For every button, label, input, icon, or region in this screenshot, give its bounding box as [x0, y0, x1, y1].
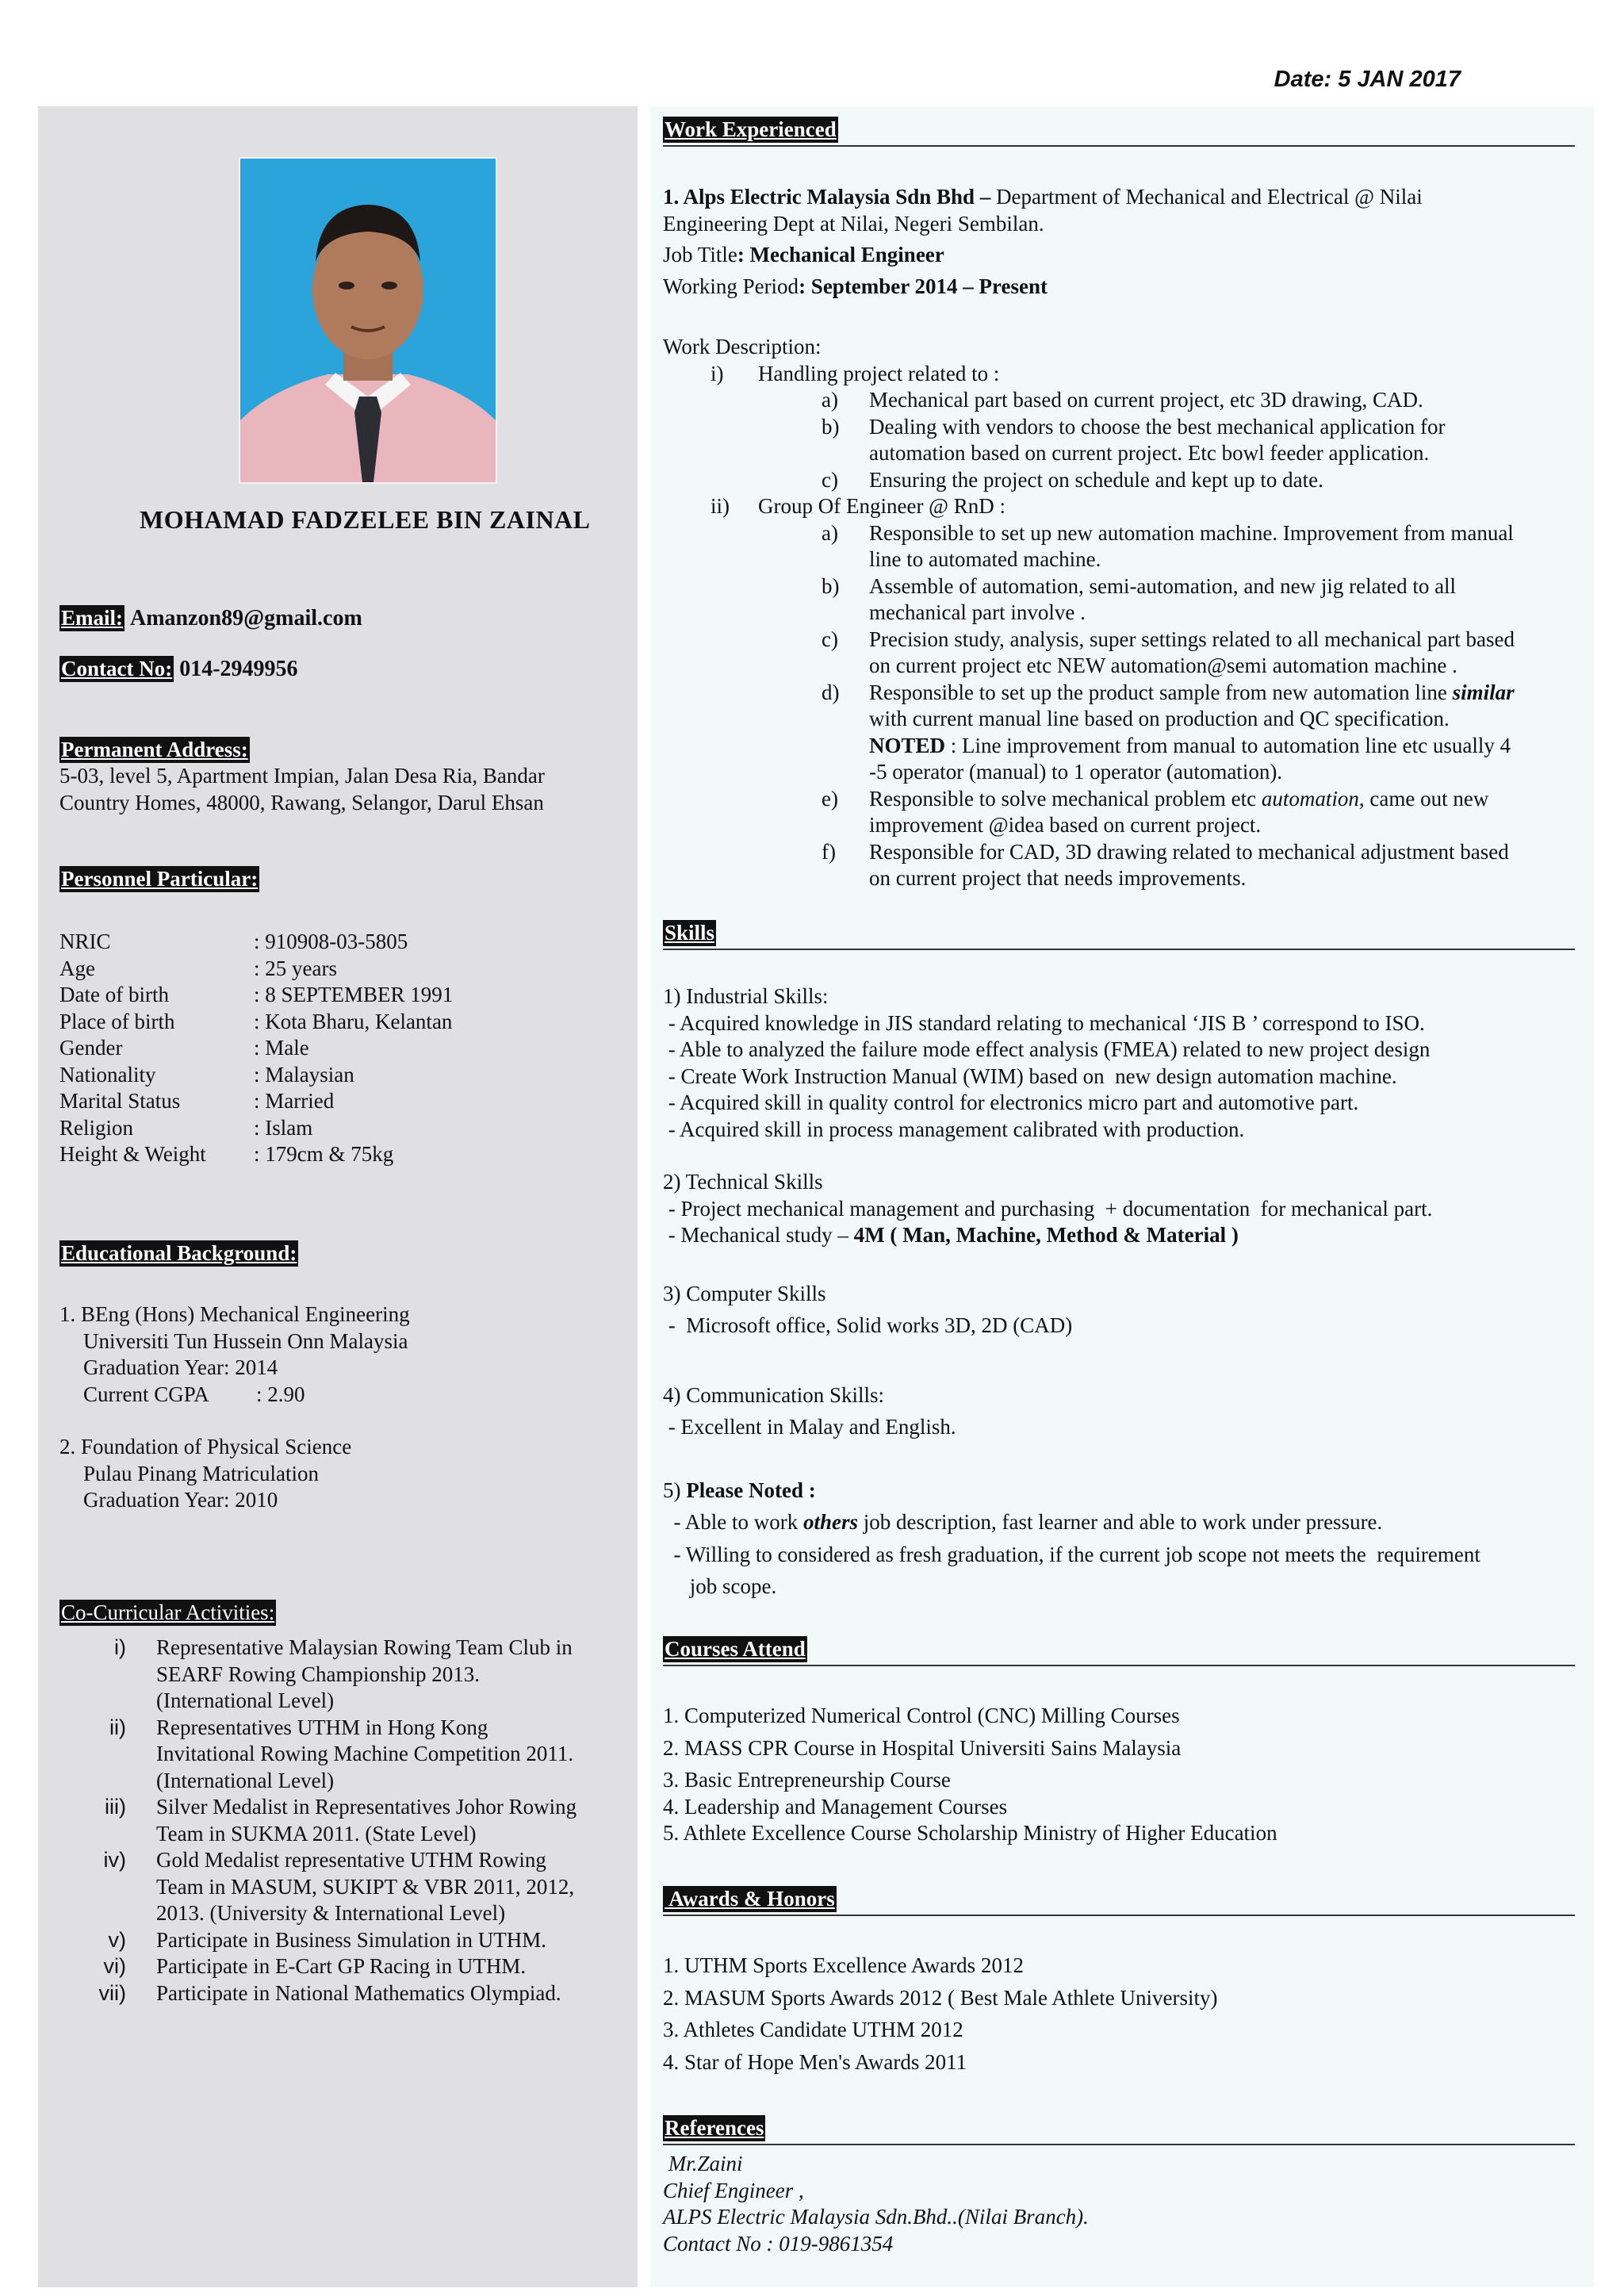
- education-line: Universiti Tun Hussein Onn Malaysia: [83, 1328, 408, 1353]
- references-section: [663, 2115, 765, 2141]
- skill-item: - Acquired skill in quality control for electronics micro part and automotive part.: [663, 1091, 1359, 1114]
- personal-row: [59, 1009, 453, 1036]
- personal-section: [59, 866, 259, 892]
- personal-value: : Married: [254, 1089, 335, 1113]
- references-block: [663, 2151, 1583, 2257]
- item-key: c): [822, 627, 838, 651]
- personal-value: : Kota Bharu, Kelantan: [254, 1009, 453, 1033]
- personal-row: [59, 929, 453, 956]
- item-number: iv): [103, 1848, 126, 1872]
- skill-heading: 5): [663, 1478, 687, 1502]
- email-label: Email:: [61, 606, 123, 630]
- skill-item: - Project mechanical management and purchasing + documentation for mechanical part.: [663, 1196, 1433, 1221]
- awards-section: [663, 1886, 837, 1912]
- item-number: ii): [710, 494, 730, 518]
- item-line: line to automated machine.: [869, 547, 1101, 571]
- skill-heading: 4) Communication Skills:: [663, 1382, 885, 1407]
- education-list: [59, 1301, 410, 1514]
- personal-label: Place of birth: [59, 1009, 175, 1033]
- skill-item: - Microsoft office, Solid works 3D, 2D (CAD): [663, 1313, 1073, 1337]
- item-key: c): [822, 467, 838, 492]
- phone-row: [59, 656, 298, 683]
- education-line: Graduation Year: 2010: [83, 1488, 278, 1512]
- skills-section: [663, 920, 716, 946]
- skill-emphasis: 4M ( Man, Machine, Method & Material ): [853, 1223, 1239, 1247]
- item-line: Precision study, analysis, super settings related to all mechanical part based: [869, 627, 1515, 651]
- course-item: 1. Computerized Numerical Control (CNC) Milling Courses: [663, 1704, 1180, 1727]
- item-line: improvement @idea based on current project.: [869, 813, 1262, 837]
- personal-value: : 25 years: [254, 956, 337, 980]
- item-line: Team in MASUM, SUKIPT & VBR 2011, 2012,: [156, 1874, 575, 1899]
- reference-title: Chief Engineer ,: [663, 2178, 804, 2202]
- address-line-2: Country Homes, 48000, Rawang, Selangor, Darul Ehsan: [59, 790, 544, 815]
- education-header: Educational Background:: [61, 1241, 297, 1265]
- portrait-photo-icon: [240, 159, 496, 482]
- job-title-label: Job Title: [663, 243, 737, 266]
- period-value: : September 2014 – Present: [799, 274, 1048, 298]
- cgpa-value: : 2.90: [256, 1382, 305, 1406]
- awards-header: Awards & Honors: [665, 1887, 835, 1911]
- personal-row: [59, 1115, 453, 1142]
- item-text: Group Of Engineer @ RnD :: [758, 494, 1006, 518]
- section-divider: [663, 1915, 1575, 1916]
- work-company: [663, 184, 1583, 300]
- awards-list: [663, 1953, 1583, 2076]
- item-key: f): [822, 839, 836, 864]
- skill-heading: 3) Computer Skills: [663, 1281, 826, 1305]
- list-item: [59, 1953, 622, 1980]
- item-line: Dealing with vendors to choose the best mechanical application for: [869, 414, 1446, 439]
- courses-header: Courses Attend: [665, 1637, 806, 1661]
- list-item: [59, 1847, 622, 1927]
- item-line: Participate in National Mathematics Olympiad.: [156, 1980, 561, 2005]
- list-item: [59, 1927, 622, 1954]
- item-key: b): [822, 414, 840, 439]
- company-name: 1. Alps Electric Malaysia Sdn Bhd –: [663, 185, 991, 209]
- address-line-1: 5-03, level 5, Apartment Impian, Jalan Desa Ria, Bandar: [59, 764, 545, 788]
- list-item: [59, 1980, 622, 2007]
- item-line: automation based on current project. Etc bowl feeder application.: [869, 441, 1430, 465]
- skill-heading: 1) Industrial Skills:: [663, 984, 829, 1008]
- item-line: Assemble of automation, semi-automation, and new jig related to all: [869, 573, 1457, 598]
- item-line: Mechanical part based on current project, etc 3D drawing, CAD.: [869, 388, 1423, 412]
- item-line: Gold Medalist representative UTHM Rowing: [156, 1848, 546, 1872]
- personal-label: Age: [59, 956, 95, 980]
- item-line: Representatives UTHM in Hong Kong: [156, 1715, 488, 1739]
- course-item: 4. Leadership and Management Courses: [663, 1794, 1008, 1819]
- personal-header: Personnel Particular:: [61, 867, 259, 891]
- skill-item: - Excellent in Malay and English.: [663, 1415, 956, 1439]
- award-item: 2. MASUM Sports Awards 2012 ( Best Male Athlete University): [663, 1985, 1218, 2010]
- company-dept: Department of Mechanical and Electrical @ Nilai: [990, 185, 1423, 209]
- skills-header: Skills: [665, 921, 715, 945]
- item-key: d): [822, 680, 840, 704]
- item-number: v): [108, 1927, 126, 1952]
- personal-label: Nationality: [59, 1062, 156, 1087]
- references-header: References: [665, 2116, 764, 2140]
- personal-label: Religion: [59, 1115, 133, 1140]
- section-divider: [663, 2144, 1575, 2145]
- education-section: [59, 1240, 298, 1267]
- item-number: i): [114, 1635, 126, 1659]
- personal-label: Height & Weight: [59, 1142, 206, 1166]
- skill-item: job scope.: [663, 1574, 777, 1598]
- skill-item: - Create Work Instruction Manual (WIM) based on new design automation machine.: [663, 1064, 1397, 1088]
- document-date: Date: 5 JAN 2017: [1274, 67, 1461, 92]
- course-item: 3. Basic Entrepreneurship Course: [663, 1768, 951, 1792]
- profile-photo: [239, 157, 497, 484]
- item-line: with current manual line based on production and QC specification.: [869, 707, 1450, 730]
- item-text: Handling project related to :: [758, 361, 1000, 385]
- personal-row: [59, 1141, 453, 1168]
- work-header: Work Experienced: [665, 117, 837, 141]
- work-section: [663, 117, 838, 143]
- item-line: Silver Medalist in Representatives Johor Rowing: [156, 1795, 577, 1819]
- item-line: Team in SUKMA 2011. (State Level): [156, 1821, 477, 1846]
- item-line: on current project that needs improvements.: [869, 866, 1247, 890]
- address-header: Permanent Address:: [61, 738, 248, 761]
- item-line: Responsible to solve mechanical problem etc: [869, 786, 1262, 811]
- personal-row: [59, 1062, 453, 1089]
- personal-value: : Male: [254, 1036, 309, 1060]
- work-description-label: Work Description:: [663, 335, 822, 358]
- personal-row: [59, 1035, 453, 1062]
- personal-table: [59, 929, 453, 1168]
- phone-value: 014-2949956: [179, 657, 298, 681]
- personal-label: Marital Status: [59, 1089, 181, 1113]
- skill-item: - Willing to considered as fresh graduation, if the current job scope not meets the requirement: [663, 1542, 1480, 1566]
- list-item: [59, 1635, 622, 1715]
- personal-value: : 910908-03-5805: [254, 930, 408, 953]
- course-item: 2. MASS CPR Course in Hospital Universiti Sains Malaysia: [663, 1735, 1182, 1760]
- award-item: 1. UTHM Sports Excellence Awards 2012: [663, 1953, 1024, 1977]
- skills-list: [663, 983, 1591, 1600]
- item-line: : Line improvement from manual to automation line etc usually 4: [945, 733, 1511, 757]
- job-title-value: : Mechanical Engineer: [737, 243, 944, 266]
- education-line: 1. BEng (Hons) Mechanical Engineering: [59, 1302, 410, 1326]
- education-line: Graduation Year: 2014: [83, 1355, 278, 1379]
- section-divider: [663, 1665, 1575, 1666]
- list-item: [59, 1715, 622, 1795]
- award-item: 3. Athletes Candidate UTHM 2012: [663, 2018, 963, 2041]
- reference-contact: Contact No : 019-9861354: [663, 2231, 894, 2256]
- item-line: Representative Malaysian Rowing Team Club in: [156, 1635, 573, 1659]
- item-line: Responsible to set up the product sample from new automation line: [869, 680, 1453, 704]
- item-line: Participate in E-Cart GP Racing in UTHM.: [156, 1954, 527, 1978]
- personal-value: : 179cm & 75kg: [254, 1142, 394, 1166]
- personal-row: [59, 982, 453, 1009]
- item-line: Invitational Rowing Machine Competition 2011.: [156, 1742, 574, 1765]
- item-key: a): [822, 388, 838, 412]
- personal-label: Gender: [59, 1036, 123, 1060]
- reference-company: ALPS Electric Malaysia Sdn.Bhd..(Nilai Branch).: [663, 2205, 1089, 2229]
- item-key: a): [822, 520, 838, 545]
- education-line: 2. Foundation of Physical Science: [59, 1435, 352, 1458]
- phone-label: Contact No:: [61, 657, 173, 680]
- skill-item: - Acquired knowledge in JIS standard relating to mechanical ‘JIS B ’ correspond to ISO.: [663, 1010, 1425, 1035]
- item-line: on current project etc NEW automation@semi automation machine .: [869, 654, 1457, 677]
- emphasis-text: automation: [1261, 786, 1359, 811]
- item-line: 2013. (University & International Level): [156, 1901, 506, 1925]
- cgpa-row: [59, 1382, 410, 1409]
- cocurricular-header: Co-Curricular Activities:: [61, 1600, 275, 1624]
- personal-label: Date of birth: [59, 983, 169, 1006]
- cocurricular-list: [59, 1635, 622, 2007]
- item-key: e): [822, 786, 838, 811]
- item-line: Responsible for CAD, 3D drawing related to mechanical adjustment based: [869, 839, 1509, 864]
- skill-item: - Mechanical study –: [663, 1223, 854, 1247]
- courses-list: [663, 1703, 1583, 1847]
- item-line: , came out new: [1358, 786, 1489, 811]
- courses-section: [663, 1636, 807, 1662]
- item-line: SEARF Rowing Championship 2013.: [156, 1662, 481, 1686]
- skill-heading: 2) Technical Skills: [663, 1170, 823, 1194]
- reference-name: Mr.Zaini: [663, 2152, 743, 2175]
- cgpa-label: Current CGPA: [83, 1382, 209, 1406]
- section-divider: [663, 949, 1575, 950]
- personal-row: [59, 1088, 453, 1115]
- skill-heading-bold: Please Noted :: [686, 1478, 816, 1502]
- skill-emphasis: others: [802, 1510, 859, 1534]
- noted-label: NOTED: [869, 733, 946, 757]
- personal-row: [59, 956, 453, 983]
- skill-item: - Able to analyzed the failure mode effect analysis (FMEA) related to new project design: [663, 1037, 1431, 1061]
- cocurricular-section: [59, 1600, 276, 1626]
- address-section: [59, 737, 545, 816]
- skill-item: - Able to work: [663, 1510, 803, 1534]
- item-number: vii): [98, 1980, 126, 2005]
- item-number: i): [710, 361, 724, 385]
- item-line: (International Level): [156, 1768, 335, 1792]
- course-item: 5. Athlete Excellence Course Scholarship Ministry of Higher Education: [663, 1821, 1277, 1845]
- item-line: mechanical part involve .: [869, 600, 1086, 624]
- personal-value: : 8 SEPTEMBER 1991: [254, 983, 454, 1006]
- personal-value: : Malaysian: [254, 1062, 354, 1087]
- personal-value: : Islam: [254, 1115, 313, 1140]
- email-value: Amanzon89@gmail.com: [130, 606, 362, 631]
- item-line: Participate in Business Simulation in UTHM.: [156, 1927, 546, 1952]
- section-divider: [663, 145, 1575, 147]
- item-line: Ensuring the project on schedule and kept up to date.: [869, 467, 1323, 492]
- skill-item: job description, fast learner and able to work under pressure.: [858, 1510, 1383, 1534]
- emphasis-text: similar: [1452, 680, 1515, 704]
- list-item: [59, 1794, 622, 1847]
- work-description: [663, 334, 1591, 892]
- item-line: -5 operator (manual) to 1 operator (automation).: [869, 760, 1283, 784]
- item-key: b): [822, 573, 840, 598]
- personal-label: NRIC: [59, 930, 111, 953]
- item-line: Responsible to set up new automation machine. Improvement from manual: [869, 520, 1514, 545]
- email-row: [59, 605, 362, 632]
- skill-item: - Acquired skill in process management calibrated with production.: [663, 1117, 1245, 1141]
- item-line: (International Level): [156, 1688, 335, 1712]
- company-line-2: Engineering Dept at Nilai, Negeri Sembilan.: [663, 211, 1044, 236]
- education-line: Pulau Pinang Matriculation: [83, 1461, 319, 1485]
- candidate-name: MOHAMAD FADZELEE BIN ZAINAL: [140, 505, 591, 534]
- item-number: vi): [103, 1954, 126, 1978]
- item-number: iii): [105, 1795, 126, 1819]
- period-label: Working Period: [663, 274, 799, 298]
- award-item: 4. Star of Hope Men's Awards 2011: [663, 2049, 967, 2074]
- item-number: ii): [109, 1715, 126, 1739]
